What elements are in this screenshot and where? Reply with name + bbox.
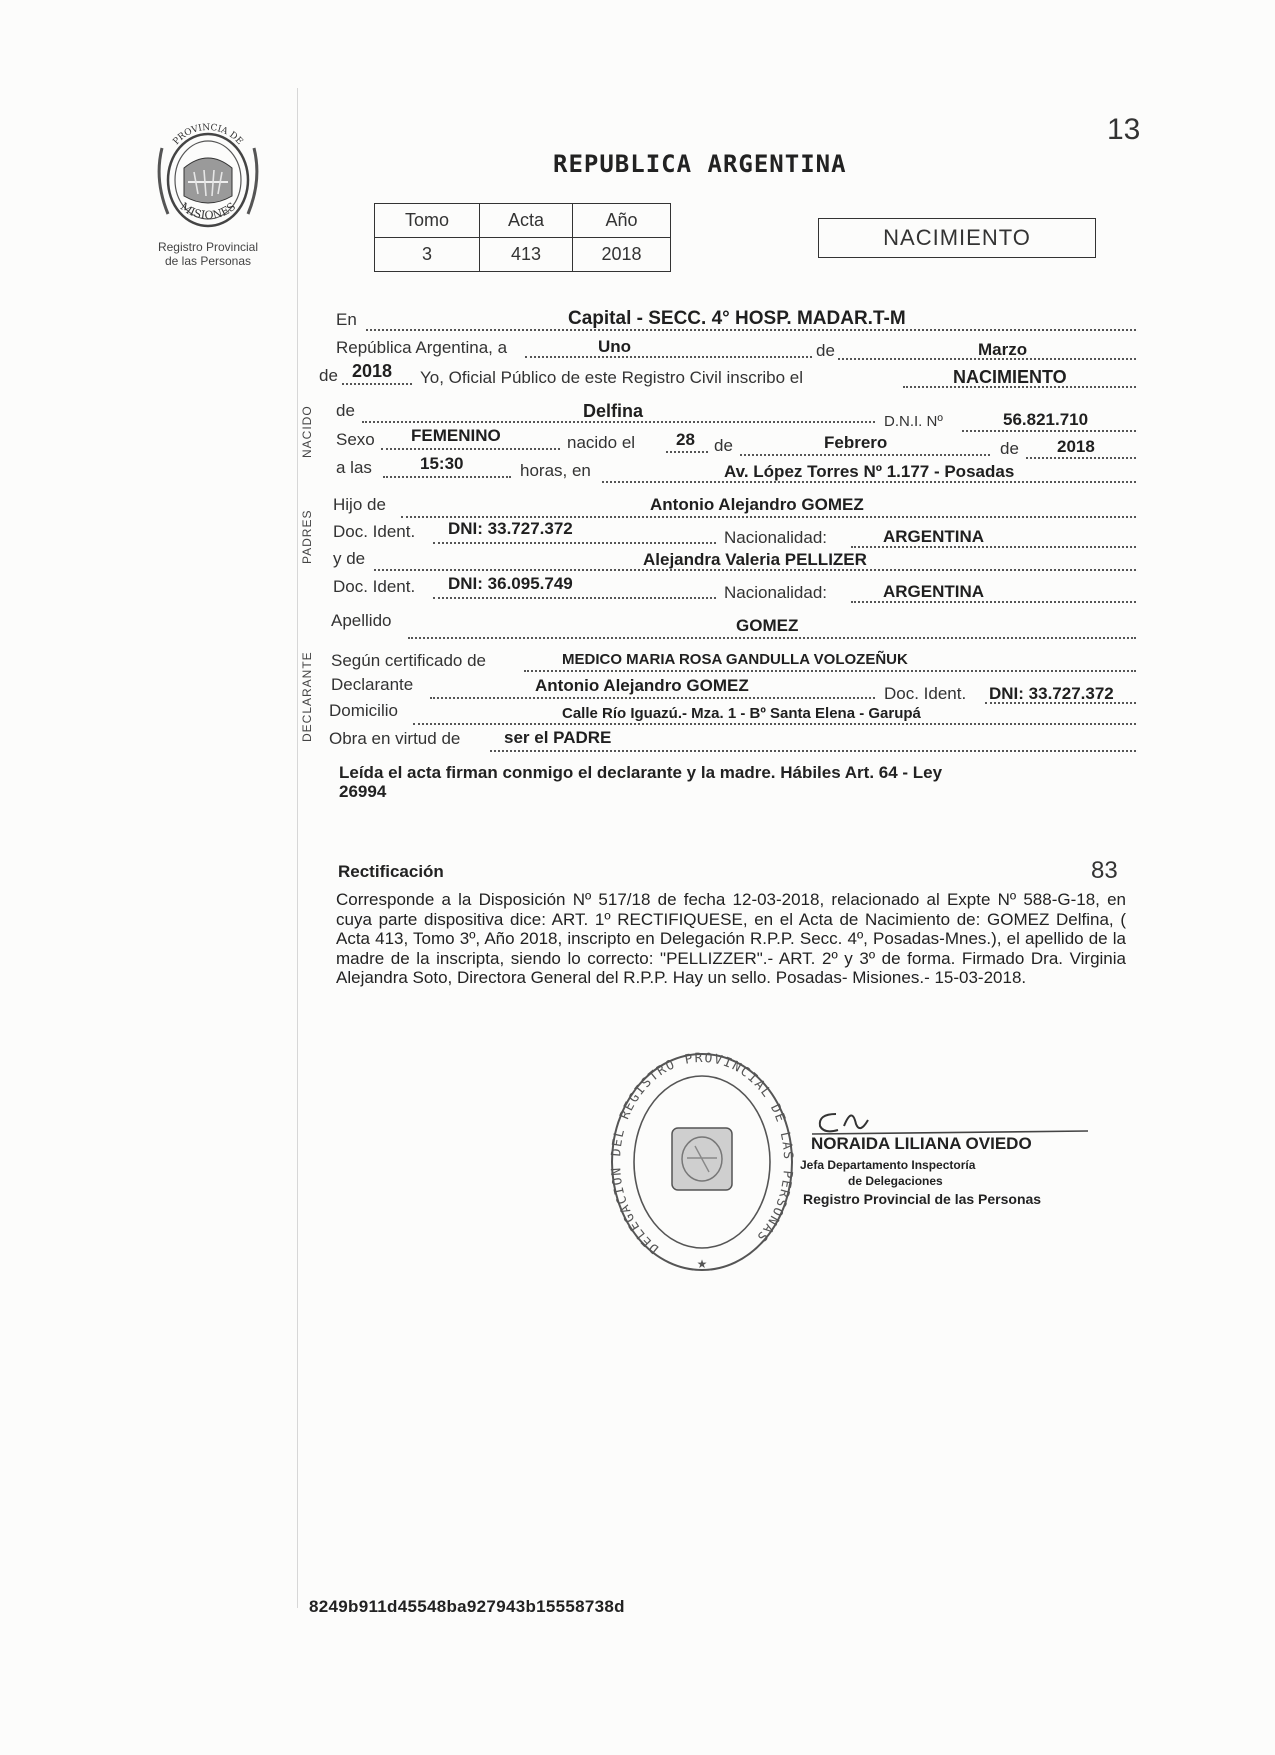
value-declarante: Antonio Alejandro GOMEZ <box>535 676 749 695</box>
dotted-line <box>342 383 412 385</box>
value-declarante-dni: DNI: 33.727.372 <box>989 684 1114 703</box>
label-nacionalidad-2: Nacionalidad: <box>724 583 828 602</box>
value-padre-dni: DNI: 33.727.372 <box>448 519 573 538</box>
margin-rule <box>297 88 298 1608</box>
registry-header-anio: Año <box>573 204 671 238</box>
label-obra-en-virtud: Obra en virtud de <box>329 729 461 748</box>
value-anio-acta: 2018 <box>352 361 393 381</box>
value-padre-nac: ARGENTINA <box>883 527 985 546</box>
value-padre: Antonio Alejandro GOMEZ <box>650 495 864 514</box>
dotted-line <box>381 448 560 450</box>
value-hora: 15:30 <box>420 454 464 473</box>
svg-text:★: ★ <box>696 1257 708 1271</box>
value-sexo: FEMENINO <box>411 426 501 445</box>
label-republica-a: República Argentina, a <box>336 338 508 357</box>
page-number: 13 <box>1107 113 1141 146</box>
dotted-line <box>383 476 511 478</box>
signatory-role-2: de Delegaciones <box>848 1174 943 1188</box>
value-tipo: NACIMIENTO <box>953 367 1067 387</box>
label-de-short: de <box>816 341 835 360</box>
value-dni: 56.821.710 <box>1003 410 1089 429</box>
label-hijo-de: Hijo de <box>333 495 386 514</box>
label-de-end: de <box>1000 439 1019 458</box>
value-madre-nac: ARGENTINA <box>883 582 985 601</box>
crest-caption-line2: de las Personas <box>164 254 252 268</box>
signatory-role-1: Jefa Departamento Inspectoría <box>800 1158 976 1172</box>
section-label-declarante: DECLARANTE <box>300 651 314 742</box>
crest-text-bottom: MISIONES <box>177 199 239 222</box>
dotted-line <box>408 637 1136 639</box>
crest-icon <box>154 118 262 238</box>
dotted-line <box>430 697 875 699</box>
dotted-line <box>525 356 812 358</box>
label-en: En <box>336 310 357 329</box>
registry-table <box>374 203 671 272</box>
label-doc-ident-2: Doc. Ident. <box>333 577 416 596</box>
registry-header-tomo: Tomo <box>375 204 480 238</box>
section-label-nacido: NACIDO <box>300 405 314 458</box>
crest-caption <box>138 240 278 268</box>
registry-header-row <box>375 204 671 238</box>
record-kind-box: NACIMIENTO <box>818 218 1096 258</box>
value-dia-nac: 28 <box>676 430 695 449</box>
dotted-line <box>433 542 716 544</box>
label-sexo: Sexo <box>336 430 375 449</box>
label-de-name: de <box>336 401 355 420</box>
registry-header-acta: Acta <box>480 204 573 238</box>
rectificacion-number: 83 <box>1091 857 1118 884</box>
value-obra-en-virtud: ser el PADRE <box>504 728 612 747</box>
value-apellido: GOMEZ <box>736 616 799 635</box>
value-madre: Alejandra Valeria PELLIZER <box>643 550 867 569</box>
document-title: REPUBLICA ARGENTINA <box>553 150 847 178</box>
value-nombre: Delfina <box>583 401 644 421</box>
rectificacion-title: Rectificación <box>338 862 444 881</box>
stamp-ring-text: DELEGACION DEL REGISTRO PROVINCIAL DE LAS PERSONAS <box>609 1050 796 1256</box>
value-mes-acta: Marzo <box>978 340 1028 359</box>
document-hash: 8249b911d45548ba927943b15558738d <box>309 1597 625 1616</box>
closing-line-1: Leída el acta firman conmigo el declarante y la madre. Hábiles Art. 64 - Ley <box>339 763 943 782</box>
label-horas-en: horas, en <box>520 461 591 480</box>
section-label-padres: PADRES <box>300 509 314 564</box>
value-domicilio: Calle Río Iguazú.- Mza. 1 - Bº Santa Elena - Garupá <box>562 705 921 722</box>
signatory-role-3: Registro Provincial de las Personas <box>803 1191 1042 1207</box>
label-domicilio: Domicilio <box>329 701 398 720</box>
label-nacido-el: nacido el <box>567 433 636 452</box>
value-anio-nac: 2018 <box>1057 437 1095 456</box>
closing-statement <box>339 763 1139 801</box>
value-mes-nac: Febrero <box>824 433 888 452</box>
closing-line-2: 26994 <box>339 782 387 801</box>
value-lugar: Capital - SECC. 4° HOSP. MADAR.T-M <box>568 308 906 329</box>
stamp-icon <box>607 1050 797 1280</box>
signatory-name: NORAIDA LILIANA OVIEDO <box>811 1134 1032 1153</box>
rectificacion-text: Corresponde a la Disposición Nº 517/18 de fecha 12-03-2018, relacionado al Expte Nº 588-G-18, en cuya parte dispositiva dice: ART. 1º RECTIFIQUESE, en el Acta de Nacimiento de: GOMEZ Delfina, ( Acta 413, Tomo 3º, Año 2018, inscripto en Delegación R.P.P. Secc. 4º, Posadas-Mnes.), el apellido de la madre de la inscripta, siendo lo correcto: "PELLIZZER".- ART. 2º y 3º de forma. Firmado Dra. Virginia Alejandra Soto, Directora General del R.P.P. Hay un sello. Posadas- Misiones.- 15-03-2018. <box>336 890 1126 987</box>
label-y-de: y de <box>333 549 366 568</box>
delegation-stamp <box>607 1050 797 1285</box>
dotted-line <box>433 597 716 599</box>
label-segun-certificado: Según certificado de <box>331 651 486 670</box>
label-declarante: Declarante <box>331 675 414 694</box>
dotted-line <box>740 454 990 456</box>
label-apellido: Apellido <box>331 611 392 630</box>
value-madre-dni: DNI: 36.095.749 <box>448 574 573 593</box>
province-crest <box>148 118 268 243</box>
label-dni-no: D.N.I. Nº <box>884 413 943 430</box>
value-lugar-nac: Av. López Torres Nº 1.177 - Posadas <box>724 462 1015 481</box>
dotted-line <box>490 750 1136 752</box>
crest-text-top: PROVINCIA DE <box>171 122 245 148</box>
registry-value-row <box>375 238 671 272</box>
crest-caption-line1: Registro Provincial <box>157 240 259 254</box>
label-doc-ident-decl: Doc. Ident. <box>884 684 967 703</box>
label-a-las: a las <box>336 458 372 477</box>
label-doc-ident: Doc. Ident. <box>333 522 416 541</box>
value-dia-acta: Uno <box>598 337 632 356</box>
label-de-year: de <box>319 366 338 385</box>
label-nacionalidad: Nacionalidad: <box>724 528 828 547</box>
registry-value-acta: 413 <box>480 238 573 272</box>
label-yo-oficial: Yo, Oficial Público de este Registro Civil inscribo el <box>420 368 803 387</box>
dotted-line <box>666 451 708 453</box>
label-de-mid: de <box>714 436 733 455</box>
registry-value-tomo: 3 <box>375 238 480 272</box>
value-certificado: MEDICO MARIA ROSA GANDULLA VOLOZEÑUK <box>562 651 908 668</box>
registry-value-anio: 2018 <box>573 238 671 272</box>
